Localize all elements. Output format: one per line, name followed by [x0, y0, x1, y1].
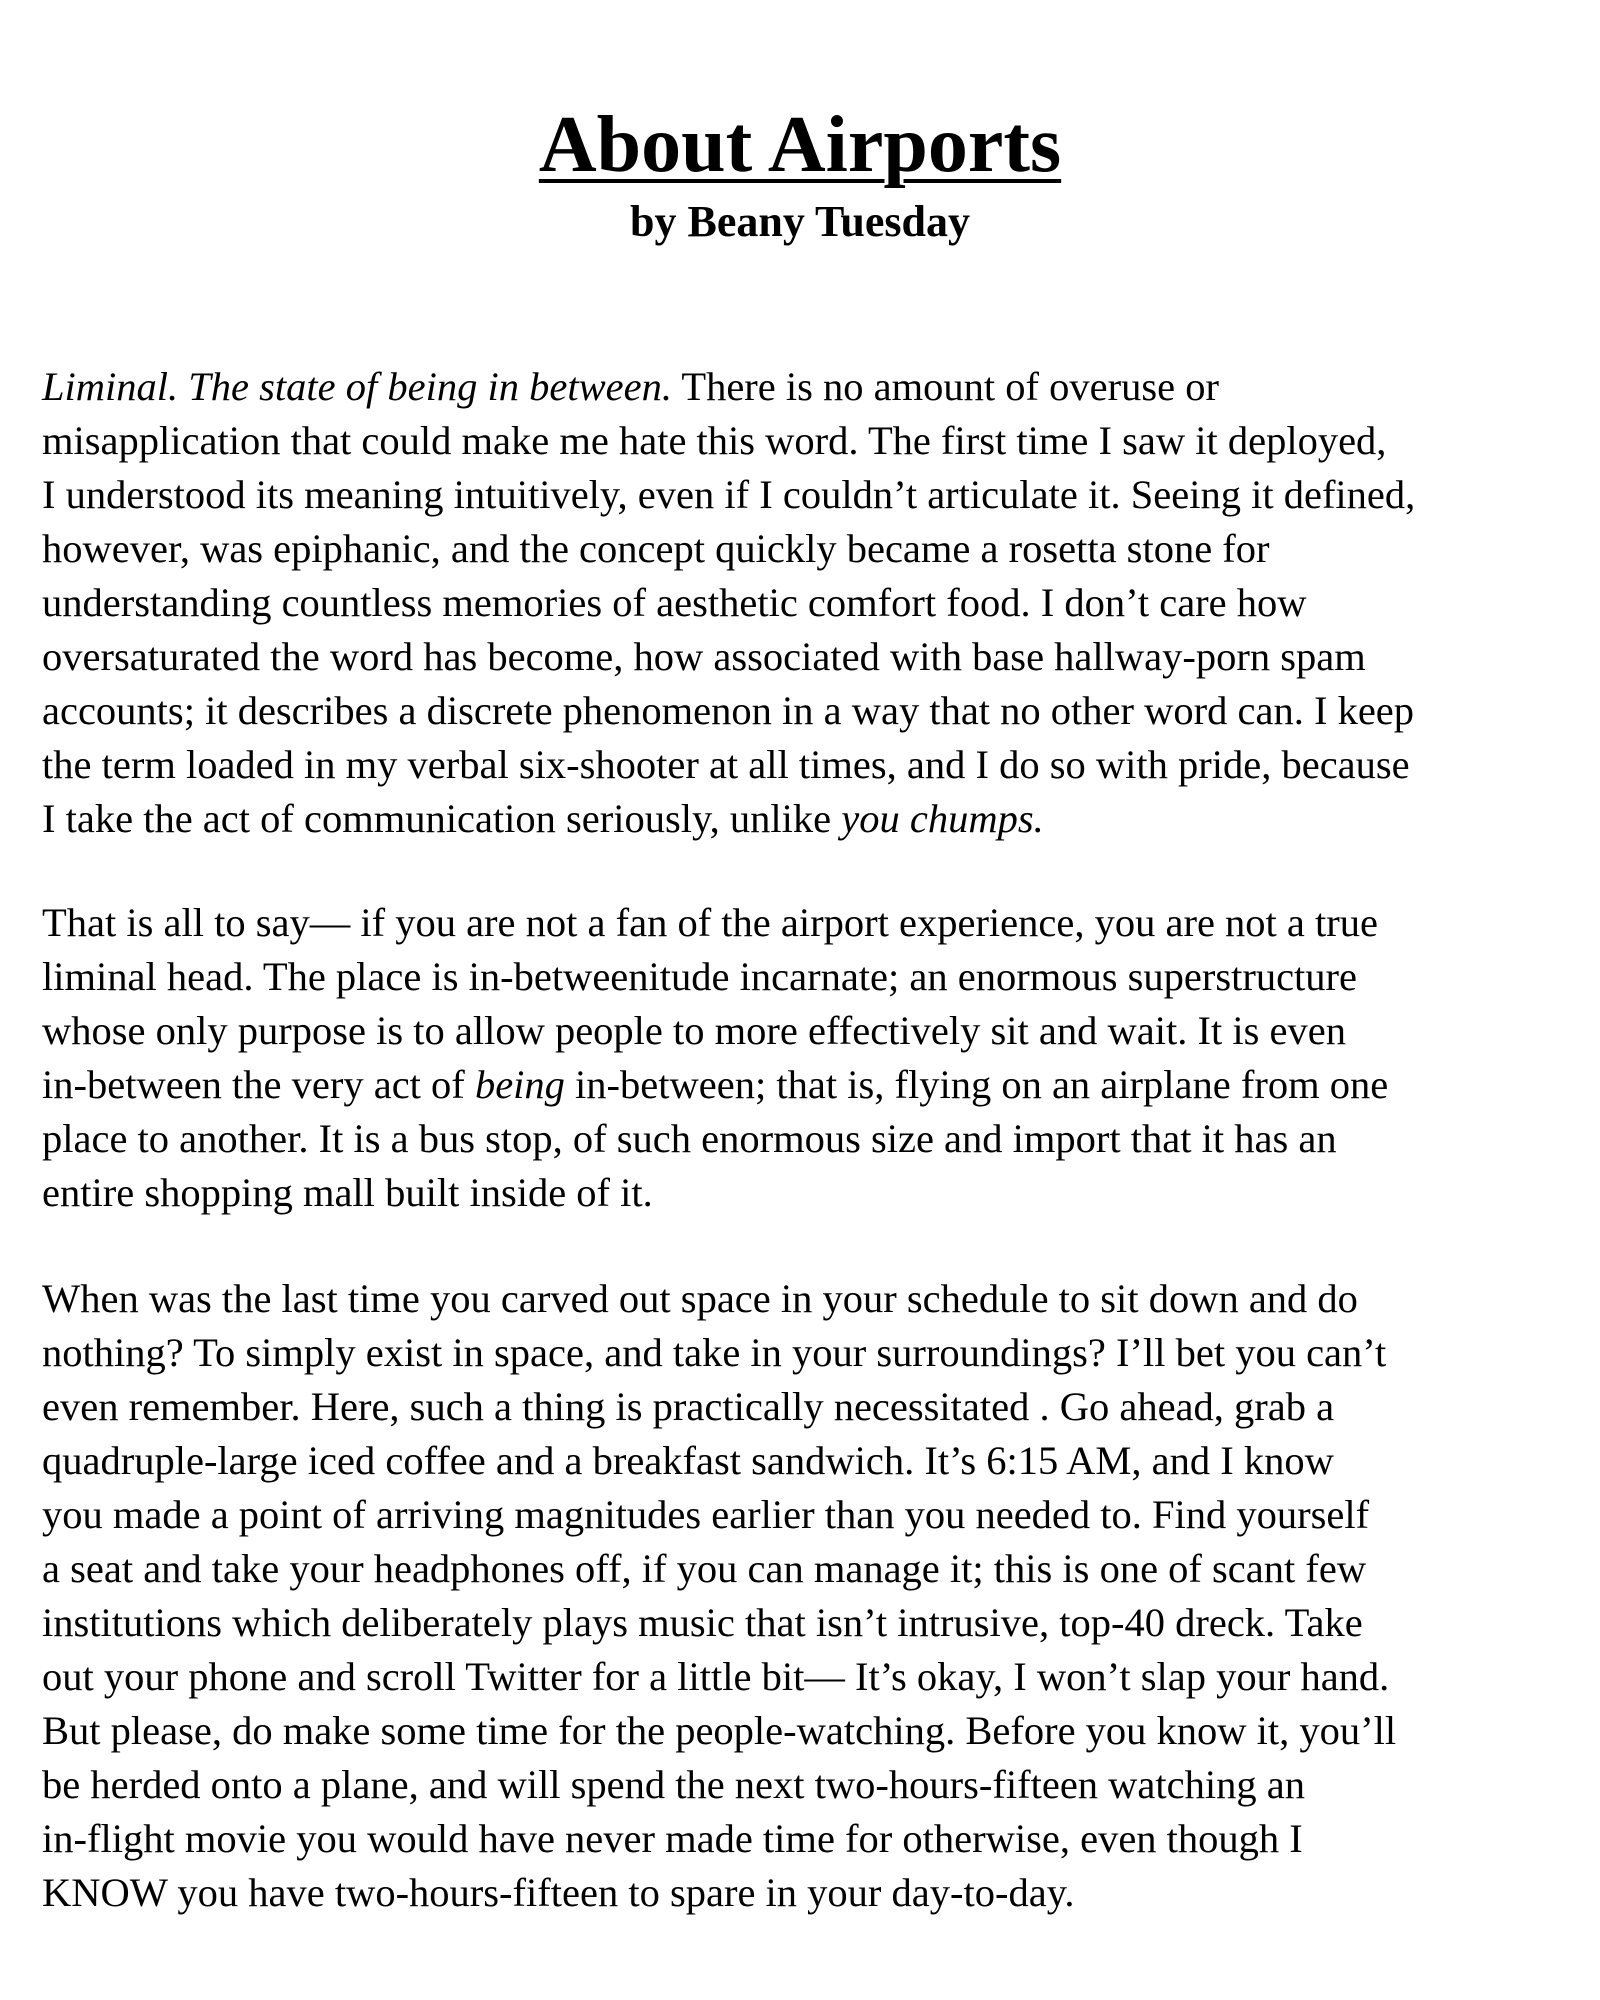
- text-run: institutions which deliberately plays music that isn’t intrusive, top-40 dreck. Take: [42, 1600, 1363, 1645]
- text-run: however, was epiphanic, and the concept quickly became a rosetta stone for: [42, 526, 1270, 571]
- text-run: place to another. It is a bus stop, of such enormous size and import that it has an: [42, 1116, 1337, 1161]
- text-line: [42, 1488, 1582, 1542]
- text-line: [42, 468, 1582, 522]
- paragraph-2: [42, 896, 1582, 1220]
- text-line: [42, 1542, 1582, 1596]
- text-run: There is no amount of overuse or: [671, 364, 1219, 409]
- text-line: [42, 1704, 1582, 1758]
- text-run: misapplication that could make me hate this word. The first time I saw it deployed,: [42, 418, 1387, 463]
- paragraph-3: [42, 1272, 1582, 1920]
- text-line: [42, 1650, 1582, 1704]
- text-line: [42, 1812, 1582, 1866]
- paragraph-1: [42, 360, 1582, 846]
- text-run: That is all to say— if you are not a fan of the airport experience, you are not a true: [42, 900, 1378, 945]
- text-run: When was the last time you carved out space in your schedule to sit down and do: [42, 1276, 1358, 1321]
- text-line: [42, 522, 1582, 576]
- text-run: the term loaded in my verbal six-shooter at all times, and I do so with pride, because: [42, 742, 1410, 787]
- text-run: I understood its meaning intuitively, even if I couldn’t articulate it. Seeing it defined,: [42, 472, 1416, 517]
- text-run: oversaturated the word has become, how associated with base hallway-porn spam: [42, 634, 1366, 679]
- text-line: [42, 1380, 1582, 1434]
- text-run: even remember. Here, such a thing is practically necessitated . Go ahead, grab a: [42, 1384, 1335, 1429]
- text-line: [42, 414, 1582, 468]
- text-run: in-between; that is, flying on an airplane from one: [564, 1062, 1389, 1107]
- text-line: [42, 1326, 1582, 1380]
- text-run: in-flight movie you would have never made time for otherwise, even though I: [42, 1816, 1303, 1861]
- text-run: a seat and take your headphones off, if you can manage it; this is one of scant few: [42, 1546, 1367, 1591]
- text-line: [42, 1596, 1582, 1650]
- text-line: [42, 1272, 1582, 1326]
- text-line: [42, 1434, 1582, 1488]
- text-line: [42, 1004, 1582, 1058]
- text-line: [42, 738, 1582, 792]
- text-run: nothing? To simply exist in space, and take in your surroundings? I’ll bet you can’t: [42, 1330, 1387, 1375]
- text-run: be herded onto a plane, and will spend the next two-hours-fifteen watching an: [42, 1762, 1305, 1807]
- text-run: entire shopping mall built inside of it.: [42, 1170, 653, 1215]
- text-line: [42, 1866, 1582, 1920]
- text-run: in-between the very act of: [42, 1062, 475, 1107]
- italic-text: being: [474, 1062, 565, 1107]
- text-run: you made a point of arriving magnitudes earlier than you needed to. Find yourself: [42, 1492, 1370, 1537]
- text-line: [42, 1058, 1582, 1112]
- essay-title: About Airports: [538, 101, 1062, 189]
- text-line: [42, 684, 1582, 738]
- text-line: [42, 1112, 1582, 1166]
- text-run: KNOW you have two-hours-fifteen to spare in your day-to-day.: [42, 1870, 1075, 1915]
- italic-text: you chumps.: [841, 796, 1044, 841]
- text-run: whose only purpose is to allow people to more effectively sit and wait. It is even: [42, 1008, 1346, 1053]
- text-run: understanding countless memories of aesthetic comfort food. I don’t care how: [42, 580, 1307, 625]
- text-line: [42, 576, 1582, 630]
- author-byline: by Beany Tuesday: [630, 197, 970, 246]
- text-run: liminal head. The place is in-betweenitude incarnate; an enormous superstructure: [42, 954, 1358, 999]
- text-run: accounts; it describes a discrete phenomenon in a way that no other word can. I keep: [42, 688, 1415, 733]
- text-line: [42, 1166, 1582, 1220]
- text-line: [42, 1758, 1582, 1812]
- text-line: [42, 630, 1582, 684]
- text-line: [42, 950, 1582, 1004]
- text-run: I take the act of communication seriously, unlike: [42, 796, 842, 841]
- text-run: But please, do make some time for the people-watching. Before you know it, you’ll: [42, 1708, 1397, 1753]
- text-run: quadruple-large iced coffee and a breakfast sandwich. It’s 6:15 AM, and I know: [42, 1438, 1334, 1483]
- text-line: [42, 896, 1582, 950]
- text-line: [42, 792, 1582, 846]
- text-line: [42, 360, 1582, 414]
- italic-text: Liminal. The state of being in between.: [42, 364, 672, 409]
- text-run: out your phone and scroll Twitter for a little bit— It’s okay, I won’t slap your hand.: [42, 1654, 1390, 1699]
